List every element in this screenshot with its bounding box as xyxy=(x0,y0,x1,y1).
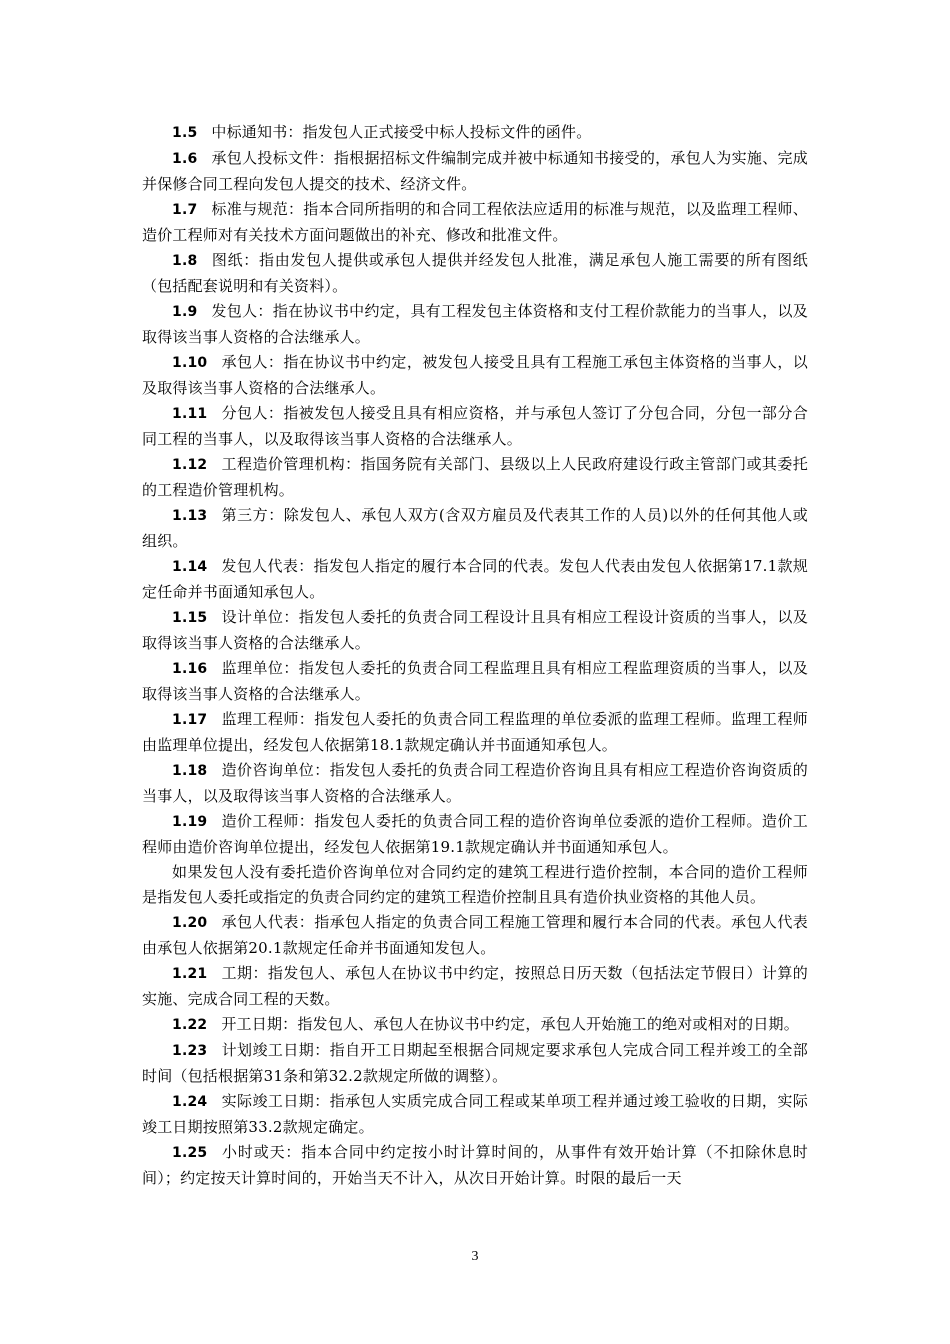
clause-1-18 xyxy=(142,758,808,809)
clause-number: 1.13 xyxy=(172,508,208,524)
clause-number: 1.21 xyxy=(172,966,208,982)
clause-1-16 xyxy=(142,656,808,707)
clause-text: 造价工程师：指发包人委托的负责合同工程的造价咨询单位委派的造价工程师。造价工程师由造价咨询单位提出，经发包人依据第19.1款规定确认并书面通知承包人。 xyxy=(142,812,808,856)
clause-1-9 xyxy=(142,299,808,350)
clause-number: 1.5 xyxy=(172,125,198,141)
clause-1-10 xyxy=(142,350,808,401)
clause-number: 1.12 xyxy=(172,457,208,473)
clause-text: 工期：指发包人、承包人在协议书中约定，按照总日历天数（包括法定节假日）计算的实施、完成合同工程的天数。 xyxy=(142,964,808,1008)
clause-1-8 xyxy=(142,248,808,299)
clause-text: 开工日期：指发包人、承包人在协议书中约定，承包人开始施工的绝对或相对的日期。 xyxy=(221,1015,799,1033)
clause-1-7 xyxy=(142,197,808,248)
clause-number: 1.9 xyxy=(172,304,198,320)
clause-1-19-supplement xyxy=(142,860,808,910)
clause-number: 1.23 xyxy=(172,1043,208,1059)
clause-text: 发包人代表：指发包人指定的履行本合同的代表。发包人代表由发包人依据第17.1款规定任命并书面通知承包人。 xyxy=(142,557,808,601)
clause-1-12 xyxy=(142,452,808,503)
clause-1-23 xyxy=(142,1038,808,1089)
clause-1-11 xyxy=(142,401,808,452)
clause-number: 1.24 xyxy=(172,1094,208,1110)
clause-text: 分包人：指被发包人接受且具有相应资格，并与承包人签订了分包合同，分包一部分合同工程的当事人，以及取得该当事人资格的合法继承人。 xyxy=(142,404,808,448)
document-body xyxy=(142,120,808,1191)
clause-number: 1.19 xyxy=(172,814,208,830)
page-number: 3 xyxy=(471,1249,479,1264)
clause-number: 1.7 xyxy=(172,202,198,218)
clause-1-20 xyxy=(142,910,808,961)
clause-1-25 xyxy=(142,1140,808,1191)
clause-1-6 xyxy=(142,146,808,197)
clause-text: 监理工程师：指发包人委托的负责合同工程监理的单位委派的监理工程师。监理工程师由监理单位提出，经发包人依据第18.1款规定确认并书面通知承包人。 xyxy=(142,710,808,754)
clause-text: 小时或天：指本合同中约定按小时计算时间的，从事件有效开始计算（不扣除休息时间）；约定按天计算时间的，开始当天不计入，从次日开始计算。时限的最后一天 xyxy=(142,1143,808,1187)
clause-text: 承包人：指在协议书中约定，被发包人接受且具有工程施工承包主体资格的当事人，以及取得该当事人资格的合法继承人。 xyxy=(142,353,808,397)
clause-text: 承包人代表：指承包人指定的负责合同工程施工管理和履行本合同的代表。承包人代表由承包人依据第20.1款规定任命并书面通知发包人。 xyxy=(142,913,808,957)
clause-1-21 xyxy=(142,961,808,1012)
clause-number: 1.15 xyxy=(172,610,208,626)
clause-number: 1.20 xyxy=(172,915,208,931)
clause-text: 图纸：指由发包人提供或承包人提供并经发包人批准，满足承包人施工需要的所有图纸（包括配套说明和有关资料）。 xyxy=(142,251,808,295)
clause-number: 1.18 xyxy=(172,763,208,779)
clause-1-24 xyxy=(142,1089,808,1140)
clause-number: 1.25 xyxy=(172,1145,208,1161)
clause-number: 1.11 xyxy=(172,406,208,422)
clause-number: 1.8 xyxy=(172,253,198,269)
clause-number: 1.10 xyxy=(172,355,208,371)
clause-number: 1.17 xyxy=(172,712,208,728)
clause-text: 标准与规范：指本合同所指明的和合同工程依法应适用的标准与规范，以及监理工程师、造价工程师对有关技术方面问题做出的补充、修改和批准文件。 xyxy=(142,200,808,244)
clause-text: 监理单位：指发包人委托的负责合同工程监理且具有相应工程监理资质的当事人，以及取得该当事人资格的合法继承人。 xyxy=(142,659,808,703)
clause-1-17 xyxy=(142,707,808,758)
clause-number: 1.6 xyxy=(172,151,198,167)
clause-text: 第三方：除发包人、承包人双方(含双方雇员及代表其工作的人员)以外的任何其他人或组织。 xyxy=(142,506,808,550)
clause-text: 发包人：指在协议书中约定，具有工程发包主体资格和支付工程价款能力的当事人，以及取得该当事人资格的合法继承人。 xyxy=(142,302,808,346)
clause-text: 实际竣工日期：指承包人实质完成合同工程或某单项工程并通过竣工验收的日期，实际竣工日期按照第33.2款规定确定。 xyxy=(142,1092,808,1136)
clause-1-14 xyxy=(142,554,808,605)
clause-number: 1.14 xyxy=(172,559,208,575)
clause-number: 1.16 xyxy=(172,661,208,677)
clause-text: 计划竣工日期：指自开工日期起至根据合同规定要求承包人完成合同工程并竣工的全部时间（包括根据第31条和第32.2款规定所做的调整）。 xyxy=(142,1041,808,1085)
clause-1-13 xyxy=(142,503,808,554)
clause-number: 1.22 xyxy=(172,1017,208,1033)
clause-text: 设计单位：指发包人委托的负责合同工程设计且具有相应工程设计资质的当事人，以及取得该当事人资格的合法继承人。 xyxy=(142,608,808,652)
clause-1-19 xyxy=(142,809,808,860)
clause-text: 造价咨询单位：指发包人委托的负责合同工程造价咨询且具有相应工程造价咨询资质的当事人，以及取得该当事人资格的合法继承人。 xyxy=(142,761,808,805)
clause-1-22 xyxy=(142,1012,808,1038)
clause-1-15 xyxy=(142,605,808,656)
clause-text: 如果发包人没有委托造价咨询单位对合同约定的建筑工程进行造价控制，本合同的造价工程师是指发包人委托或指定的负责合同约定的建筑工程造价控制且具有造价执业资格的其他人员。 xyxy=(142,863,808,906)
clause-text: 中标通知书：指发包人正式接受中标人投标文件的函件。 xyxy=(211,123,592,141)
clause-text: 承包人投标文件：指根据招标文件编制完成并被中标通知书接受的，承包人为实施、完成并保修合同工程向发包人提交的技术、经济文件。 xyxy=(142,149,808,193)
clause-1-5 xyxy=(142,120,808,146)
clause-text: 工程造价管理机构：指国务院有关部门、县级以上人民政府建设行政主管部门或其委托的工程造价管理机构。 xyxy=(142,455,808,499)
